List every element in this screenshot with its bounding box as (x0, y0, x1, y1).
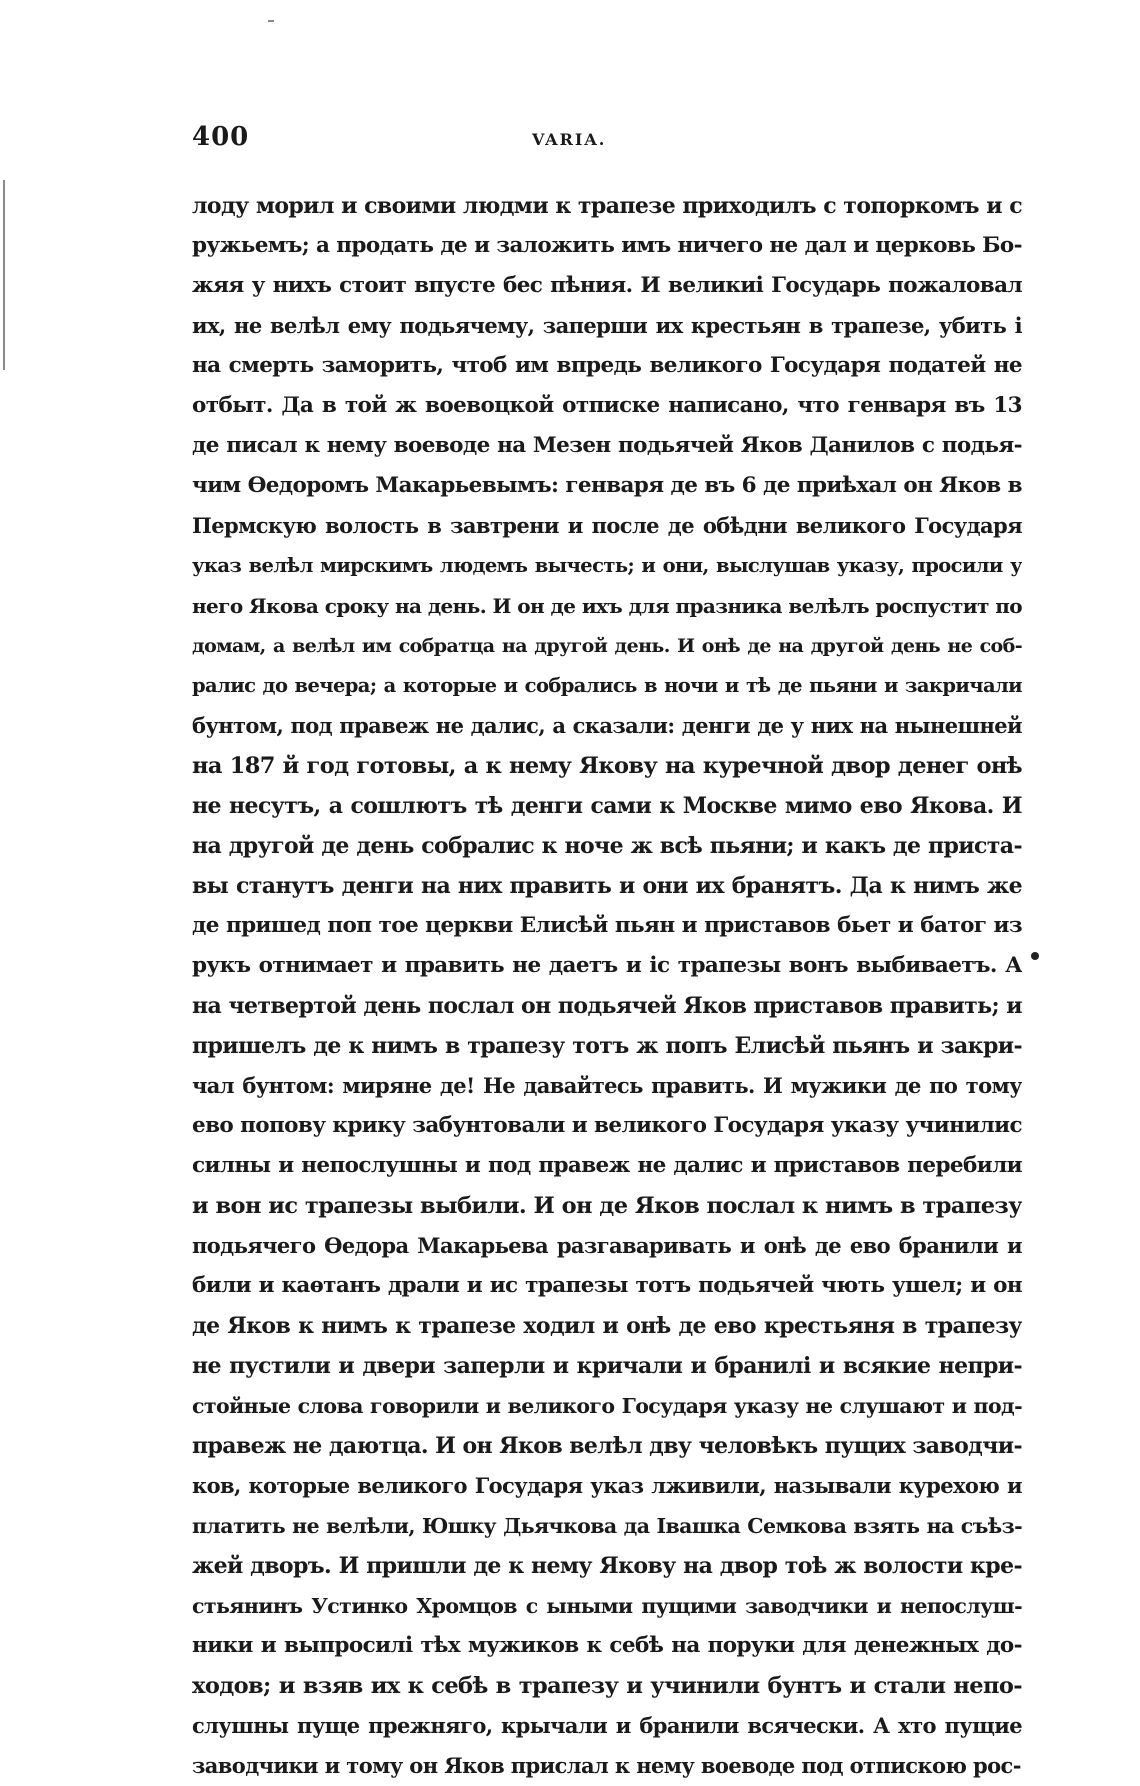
text-line: него Якова сроку на день. И он де ихъ для празника велѣлъ роспустит по (192, 594, 1022, 618)
text-line: бунтом, под правеж не далис, а сказали: денги де у них на нынешней (192, 713, 1022, 738)
text-line: не несутъ, а сошлютъ тѣ денги сами к Москве мимо ево Якова. И (192, 793, 1022, 819)
text-line: их, не велѣл ему подьячему, заперши их крестьян в трапезе, убить і (192, 313, 1022, 338)
text-line: на смерть заморить, чтоб им впредь великого Государя податей не (192, 353, 1022, 378)
text-line: Пермскую волость в завтрени и после де обѣдни великого Государя (192, 513, 1022, 538)
text-line: домам, а велѣл им собратца на другой день. И онѣ де на другой день не соб- (192, 635, 1022, 657)
text-line: на 187 й год готовы, а к нему Якову на куречной двор денег онѣ (192, 753, 1022, 779)
running-head: VARIA. (532, 130, 607, 149)
text-line: ков, которые великого Государя указ лживили, называли курехою и (192, 1473, 1022, 1498)
text-line: де писал к нему воеводе на Мезен подьячей Яков Данилов с подья- (192, 433, 1022, 458)
text-line: ники и выпросилі тѣх мужиков к себѣ на поруки для денежных до- (192, 1633, 1022, 1658)
text-line: де Яков к нимъ к трапезе ходил и онѣ де ево крестьяня в трапезу (192, 1313, 1022, 1339)
text-line: отбыт. Да в той ж воевоцкой отписке написано, что генваря въ 13 (192, 393, 1022, 418)
margin-dot (1031, 952, 1039, 960)
text-line: платить не велѣли, Юшку Дьячкова да Івашка Семкова взять на съѣз- (192, 1514, 1022, 1538)
text-line: правеж не даютца. И он Яков велѣл дву человѣкъ пущих заводчи- (192, 1433, 1022, 1459)
text-line: чал бунтом: миряне де! Не давайтесь править. И мужики де по тому (192, 1073, 1022, 1098)
text-line: заводчики и тому он Яков прислал к нему воеводе под отпискою рос- (192, 1753, 1021, 1778)
text-line: пришелъ де к нимъ в трапезу тотъ ж попъ Елисѣй пьянъ и закри- (192, 1033, 1022, 1059)
text-line: слушны пуще прежняго, крычали и бранили всячески. А хто пущие (192, 1713, 1022, 1738)
text-line: указ велѣл мирскимъ людемъ вычесть; и они, выслушав указу, просили у (192, 554, 1022, 577)
text-line: рукъ отнимает и править не даетъ и іс трапезы вонъ выбиваетъ. А (192, 953, 1022, 978)
text-line: ралис до вечера; а которые и собрались в ночи и тѣ де пьяни и закричали (192, 674, 1022, 697)
text-line: жяя у нихъ стоит впусте бес пѣния. И великиі Государь пожаловал (192, 273, 1022, 298)
text-line: не пустили и двери заперли и кричали и бранилі и всякие непри- (192, 1353, 1022, 1379)
text-line: ево попову крику забунтовали и великого Государя указу учинилис (192, 1113, 1022, 1138)
text-line: стойные слова говорили и великого Государя указу не слушают и под- (192, 1394, 1022, 1418)
text-line: вы станутъ денги на них править и они их бранятъ. Да к нимъ же (192, 873, 1022, 899)
text-line: ружьемъ; а продать де и заложить имъ ничего не дал и церковь Бо- (192, 233, 1022, 258)
text-line: силны и непослушны и под правеж не далис и приставов перебили (192, 1153, 1022, 1178)
page-header (192, 122, 1022, 162)
page-number: 400 (192, 122, 250, 152)
text-line: подьячего Ѳедора Макарьева разгаваривать и онѣ де ево бранили и (192, 1233, 1022, 1258)
text-line: ходов; и взяв их к себѣ в трапезу и учинили бунтъ и стали непо- (192, 1673, 1022, 1699)
text-line: на четвертой день послал он подьячей Яков приставов править; и (192, 993, 1022, 1019)
text-line: на другой де день собралис к ноче ж всѣ пьяни; и какъ де приста- (192, 833, 1022, 859)
text-line: жей дворъ. И пришли де к нему Якову на двор тоѣ ж волости кре- (192, 1553, 1022, 1579)
text-line: били и каѳтанъ драли и ис трапезы тотъ подьячей чють ушел; и он (192, 1273, 1022, 1298)
body-text (192, 186, 1022, 1786)
text-line: лоду морил и своими людми к трапезе приходилъ с топоркомъ и с (192, 193, 1022, 219)
text-line: чим Ѳедоромъ Макарьевымъ: генваря де въ 6 де приѣхал он Яков в (192, 473, 1022, 498)
scan-edge-mark (3, 180, 5, 370)
text-line: де пришед поп тое церкви Елисѣй пьян и приставов бьет и батог из (192, 913, 1022, 938)
text-line: стьянинъ Устинко Хромцов с ыными пущими заводчики и непослуш- (192, 1594, 1022, 1618)
scan-edge-mark (268, 20, 274, 22)
text-line: и вон ис трапезы выбили. И он де Яков послал к нимъ в трапезу (192, 1193, 1022, 1219)
